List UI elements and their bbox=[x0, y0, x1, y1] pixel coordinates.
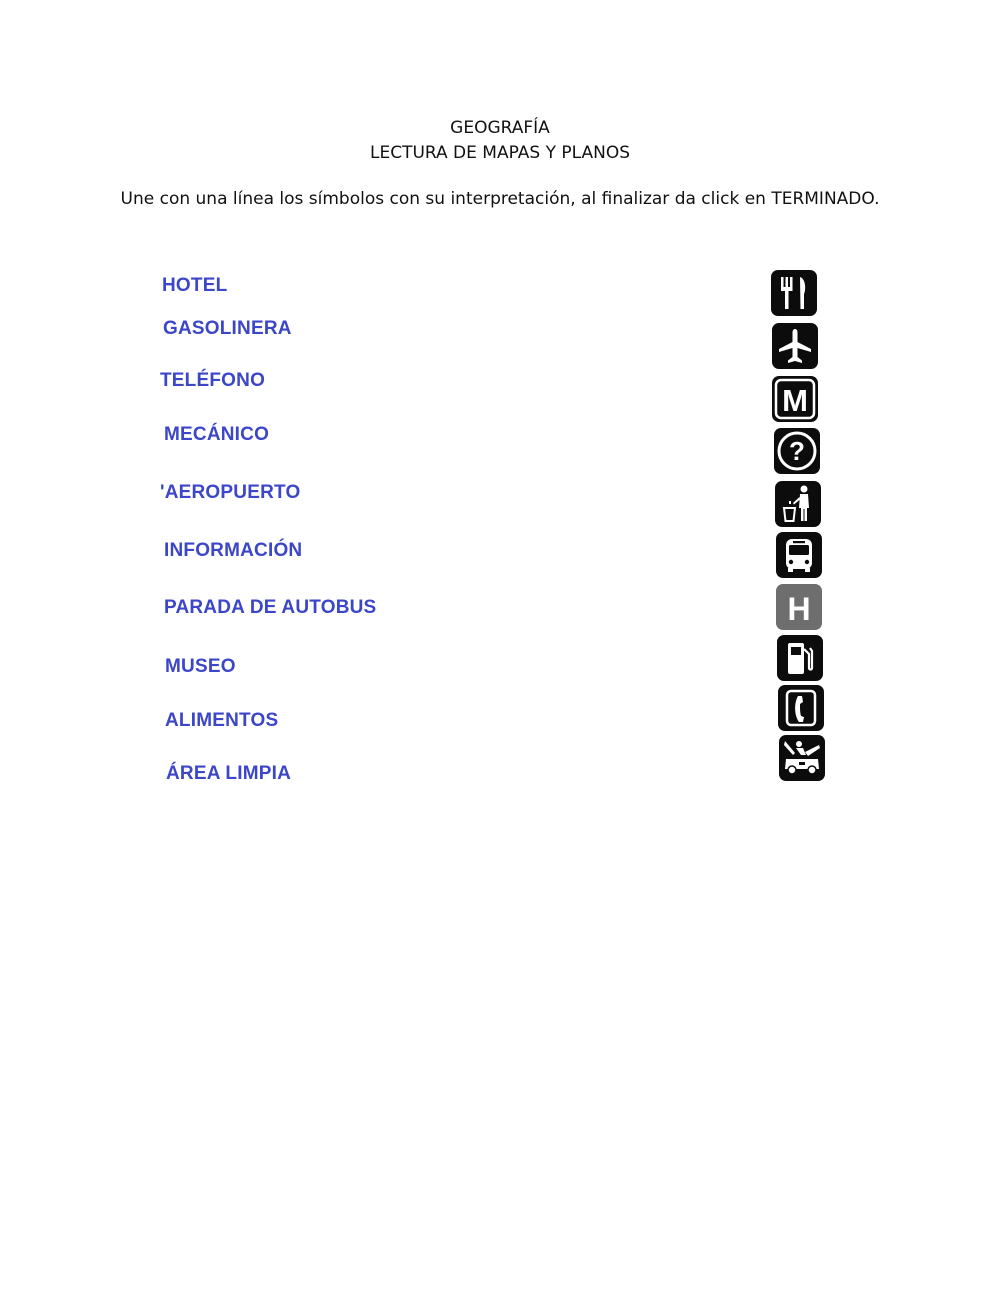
fork-knife-icon[interactable] bbox=[771, 270, 817, 316]
worksheet-subject: GEOGRAFÍA bbox=[450, 118, 550, 138]
letter-h-icon[interactable] bbox=[776, 584, 822, 630]
worksheet-topic: LECTURA DE MAPAS Y PLANOS bbox=[369, 143, 630, 163]
term-hotel[interactable]: HOTEL bbox=[162, 275, 228, 296]
airplane-icon[interactable] bbox=[772, 323, 818, 369]
term-mecanico[interactable]: MECÁNICO bbox=[164, 424, 270, 445]
fuel-pump-icon[interactable] bbox=[777, 635, 823, 681]
telephone-icon[interactable] bbox=[778, 685, 824, 731]
question-mark-icon[interactable] bbox=[774, 428, 820, 474]
svg-text:?: ? bbox=[789, 436, 805, 466]
letter-m-icon[interactable] bbox=[772, 376, 818, 422]
worksheet-instruction: Une con una línea los símbolos con su interpretación, al finalizar da click en TERMINADO. bbox=[120, 189, 880, 209]
svg-text:M: M bbox=[782, 383, 808, 418]
term-telefono[interactable]: TELÉFONO bbox=[160, 370, 266, 391]
term-area-limpia[interactable]: ÁREA LIMPIA bbox=[166, 763, 291, 784]
term-aeropuerto[interactable]: 'AEROPUERTO bbox=[160, 482, 301, 503]
svg-text:H: H bbox=[787, 591, 811, 627]
trash-person-icon[interactable] bbox=[775, 481, 821, 527]
car-mechanic-icon[interactable] bbox=[779, 735, 825, 781]
term-parada-autobus[interactable]: PARADA DE AUTOBUS bbox=[164, 597, 377, 618]
term-alimentos[interactable]: ALIMENTOS bbox=[165, 710, 279, 731]
bus-icon[interactable] bbox=[776, 532, 822, 578]
term-museo[interactable]: MUSEO bbox=[165, 656, 236, 677]
term-gasolinera[interactable]: GASOLINERA bbox=[163, 318, 292, 339]
term-informacion[interactable]: INFORMACIÓN bbox=[164, 540, 303, 561]
